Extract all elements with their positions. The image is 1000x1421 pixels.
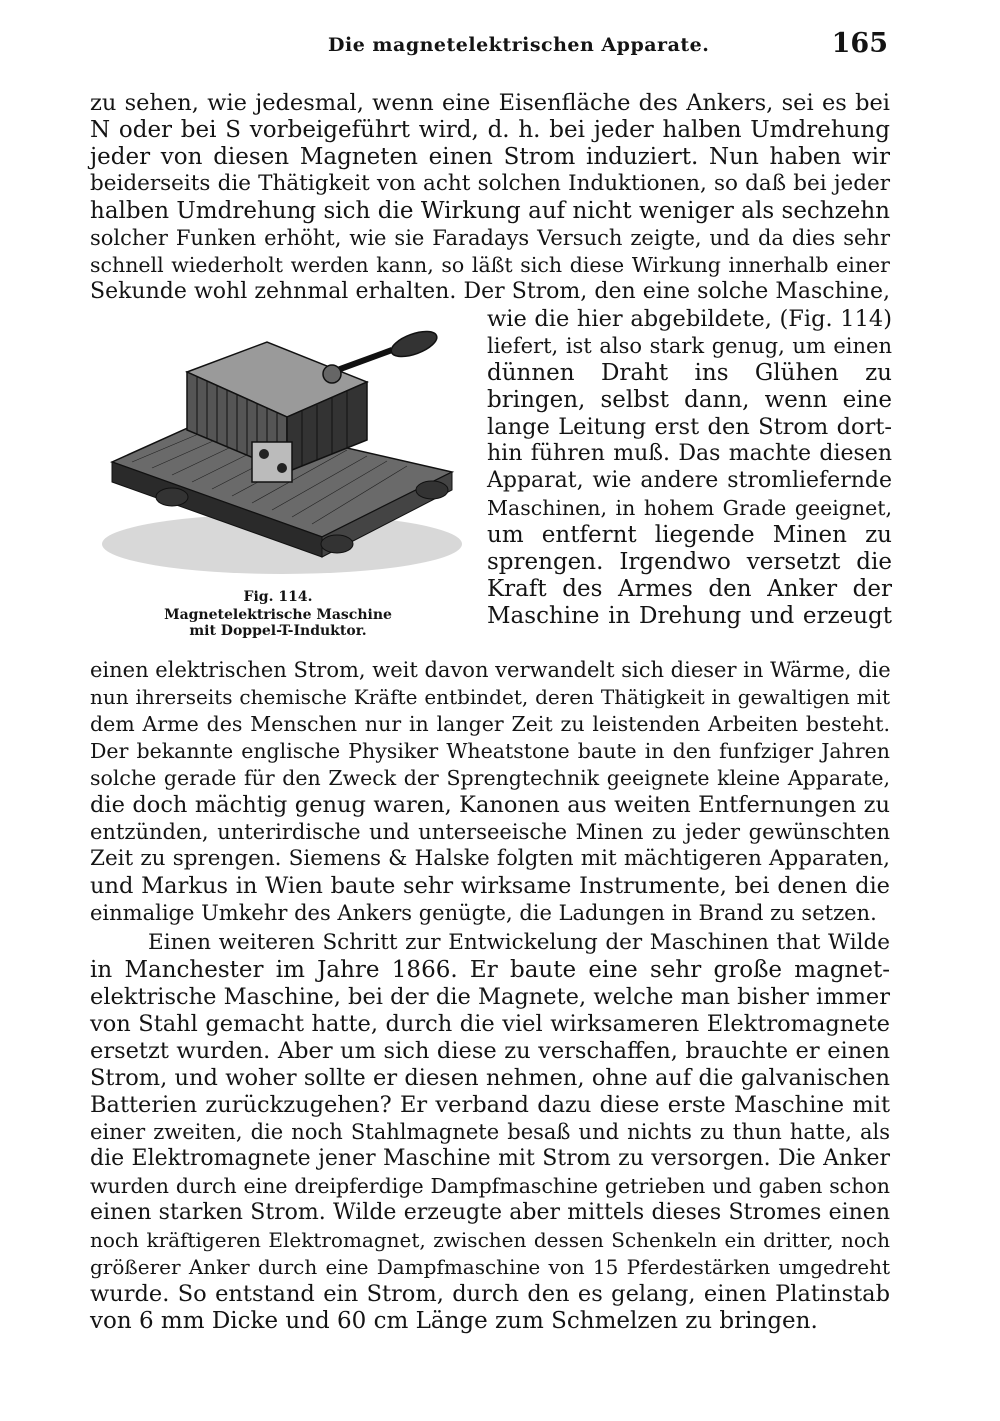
- paragraph-first-line: Einen weiteren Schritt zur Entwickelung der Maschinen that Wilde: [148, 930, 890, 955]
- text-line: beiderseits die Thätigkeit von acht solchen Induktionen, so daß bei jeder: [90, 171, 890, 196]
- text-line: nun ihrerseits chemische Kräfte entbindet, deren Thätigkeit in gewaltigen mit: [90, 685, 890, 709]
- text-line: größerer Anker durch eine Dampfmaschine von 15 Pferdestärken umgedreht: [90, 1255, 890, 1279]
- text-line: die Elektromagnete jener Maschine mit Strom zu versorgen. Die Anker: [90, 1146, 890, 1171]
- text-line: entzünden, unterirdische und unterseeische Minen zu jeder gewünschten: [90, 820, 890, 844]
- text-line: Sekunde wohl zehnmal erhalten. Der Strom, den eine solche Maschine,: [90, 279, 890, 304]
- text-line: einen elektrischen Strom, weit davon verwandelt sich dieser in Wärme, die: [90, 658, 891, 682]
- text-line: elektrische Maschine, bei der die Magnete, welche man bisher immer: [90, 984, 890, 1010]
- text-line: ersetzt wurden. Aber um sich diese zu verschaffen, brauchte er einen: [90, 1038, 890, 1064]
- text-line: einmalige Umkehr des Ankers genügte, die Ladungen in Brand zu setzen.: [90, 901, 877, 925]
- text-line: wurden durch eine dreipferdige Dampfmaschine getrieben und gaben schon: [90, 1174, 890, 1198]
- text-line: sprengen. Irgendwo versetzt die: [487, 549, 892, 575]
- text-line: dünnen Draht ins Glühen zu: [487, 360, 892, 386]
- text-line: bringen, selbst dann, wenn eine: [487, 387, 892, 413]
- figure-114: [92, 322, 464, 652]
- text-line: liefert, ist also stark genug, um einen: [487, 334, 892, 358]
- text-line: Batterien zurückzugehen? Er verband dazu diese erste Maschine mit: [90, 1092, 890, 1118]
- page-header: [90, 28, 888, 68]
- text-line: solche gerade für den Zweck der Sprengtechnik geeignete kleine Apparate,: [90, 766, 890, 790]
- text-line: Apparat, wie andere stromliefernde: [487, 468, 892, 493]
- text-line: Der bekannte englische Physiker Wheatstone baute in den funfziger Jahren: [90, 739, 890, 763]
- text-line: Maschine in Drehung und erzeugt: [487, 603, 892, 629]
- text-line: jeder von diesen Magneten einen Strom induziert. Nun haben wir: [90, 144, 890, 170]
- figure-caption-line-1: Magnetelektrische Maschine: [164, 607, 392, 623]
- text-line: hin führen muß. Das machte diesen: [487, 441, 892, 466]
- text-line: zu sehen, wie jedesmal, wenn eine Eisenfläche des Ankers, sei es bei: [90, 90, 890, 116]
- text-line: wurde. So entstand ein Strom, durch den es gelang, einen Platinstab: [90, 1281, 890, 1307]
- text-line: dem Arme des Menschen nur in langer Zeit zu leistenden Arbeiten besteht.: [90, 712, 890, 736]
- text-line: Maschinen, in hohem Grade geeignet,: [487, 496, 892, 520]
- text-line: wie die hier abgebildete, (Fig. 114): [487, 306, 892, 332]
- running-title: Die magnetelektrischen Apparate.: [328, 34, 710, 56]
- text-line: lange Leitung erst den Strom dort-: [487, 414, 892, 440]
- text-line: in Manchester im Jahre 1866. Er baute eine sehr große magnet-: [90, 957, 890, 983]
- text-line: schnell wiederholt werden kann, so läßt sich diese Wirkung innerhalb einer: [90, 253, 890, 277]
- text-line: noch kräftigeren Elektromagnet, zwischen dessen Schenkeln ein dritter, noch: [90, 1228, 890, 1252]
- text-line: solcher Funken erhöht, wie sie Faradays Versuch zeigte, und da dies sehr: [90, 226, 890, 250]
- text-line: einen starken Strom. Wilde erzeugte aber mittels dieses Stromes einen: [90, 1200, 890, 1225]
- text-line: Kraft des Armes den Anker der: [487, 576, 892, 602]
- text-line: Zeit zu sprengen. Siemens & Halske folgten mit mächtigeren Apparaten,: [90, 846, 890, 871]
- text-line: halben Umdrehung sich die Wirkung auf nicht weniger als sechzehn: [90, 198, 890, 224]
- figure-caption-line-2: mit Doppel-T-Induktor.: [189, 623, 367, 639]
- text-line: die doch mächtig genug waren, Kanonen aus weiten Entfernungen zu: [90, 792, 890, 818]
- text-line: N oder bei S vorbeigeführt wird, d. h. bei jeder halben Umdrehung: [90, 117, 890, 143]
- figure-label: Fig. 114.: [243, 589, 313, 605]
- text-line: einer zweiten, die noch Stahlmagnete besaß und nichts zu thun hatte, als: [90, 1120, 890, 1144]
- page-number: 165: [831, 28, 888, 59]
- text-line: Strom, und woher sollte er diesen nehmen, ohne auf die galvanischen: [90, 1065, 890, 1091]
- text-line: um entfernt liegende Minen zu: [487, 522, 892, 548]
- text-line: und Markus in Wien baute sehr wirksame Instrumente, bei denen die: [90, 873, 890, 899]
- text-line: von 6 mm Dicke und 60 cm Länge zum Schmelzen zu bringen.: [90, 1308, 818, 1334]
- magneto-machine-illustration: [92, 322, 464, 590]
- text-line: von Stahl gemacht hatte, durch die viel wirksameren Elektromagnete: [90, 1011, 890, 1037]
